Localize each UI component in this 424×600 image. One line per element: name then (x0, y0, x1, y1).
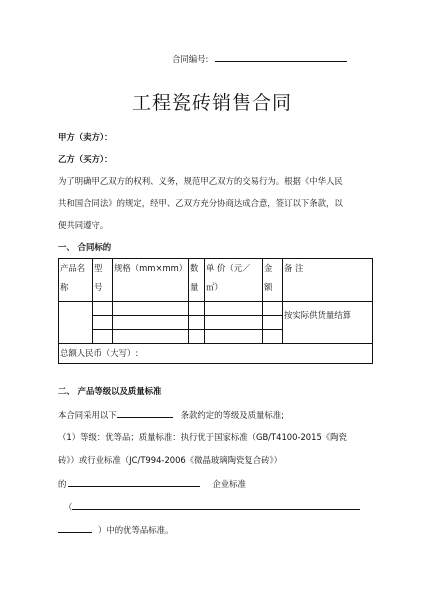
table-cell (93, 316, 113, 330)
table-cell (113, 302, 189, 316)
table-cell (189, 302, 205, 316)
enterprise-standard-blank (68, 477, 200, 487)
table-cell (205, 316, 263, 330)
table-cell (113, 316, 189, 330)
party-a-label: 甲方（卖方）： (58, 132, 113, 142)
table-cell (205, 330, 263, 344)
remark-cell (283, 302, 373, 344)
contract-number-row (172, 52, 347, 65)
s2-line-2: （1）等级：优等品；质量标准：执行优于国家标准（GB/T4100-2015《陶瓷 (58, 432, 347, 442)
standard-name-blank-end (58, 523, 92, 533)
table-cell (113, 330, 189, 344)
contract-number-label: 合同编号: (172, 54, 209, 64)
s2-line-4: 的 企业标准 (58, 479, 246, 489)
header-remark: 备 注 (283, 259, 373, 302)
intro-line-2: 共和国合同法》的规定，经甲、乙双方充分协商达成合意，签订以下条款，以 (58, 198, 343, 208)
total-cell (59, 344, 373, 364)
table-total-row (59, 344, 373, 364)
table-cell (93, 330, 113, 344)
total-label: 总额人民币（大写）: (60, 348, 139, 358)
intro-line-3: 便共同遵守。 (58, 220, 109, 230)
standard-name-blank (72, 500, 360, 510)
table-cell (205, 302, 263, 316)
table-cell (93, 302, 113, 316)
table-cell (189, 316, 205, 330)
s2-line-1: 本合同采用以下 条款约定的等级及质量标准; (58, 410, 284, 420)
contract-number-blank (215, 52, 347, 62)
party-b-label: 乙方（买方）： (58, 154, 113, 164)
header-product: 产品名 称 (59, 259, 93, 302)
header-amount: 金 额 (263, 259, 283, 302)
table-cell (263, 302, 283, 316)
header-quantity: 数 量 (189, 259, 205, 302)
s2-line-6: ）中的优等品标准。 (58, 523, 173, 536)
table-cell (189, 330, 205, 344)
table-cell (263, 316, 283, 330)
table-cell (263, 330, 283, 344)
header-model: 型 号 (93, 259, 113, 302)
terms-blank (117, 408, 173, 418)
remark-note: 按实际供货量结算 (284, 310, 351, 320)
section-1-heading: 一、 合同标的 (58, 242, 112, 252)
header-spec: 规格（mm×mm） (113, 259, 189, 302)
table-header-row (59, 259, 373, 302)
s2-line-5: （ (64, 500, 360, 513)
intro-line-1: 为了明确甲乙双方的权利、义务，规范甲乙双方的交易行为。根据《中华人民 (58, 176, 343, 186)
table-cell (59, 302, 93, 344)
s2-line-3: 砖》）或行业标准（JC/T994-2006《微晶玻璃陶瓷复合砖》） (58, 455, 283, 465)
page-title: 工程瓷砖销售合同 (131, 92, 292, 114)
header-unit-price: 单 价（元／ ㎡） (205, 259, 263, 302)
contract-subject-table (58, 258, 373, 364)
table-row (59, 302, 373, 316)
section-2-heading: 二、 产品等级以及质量标准 (58, 386, 162, 396)
